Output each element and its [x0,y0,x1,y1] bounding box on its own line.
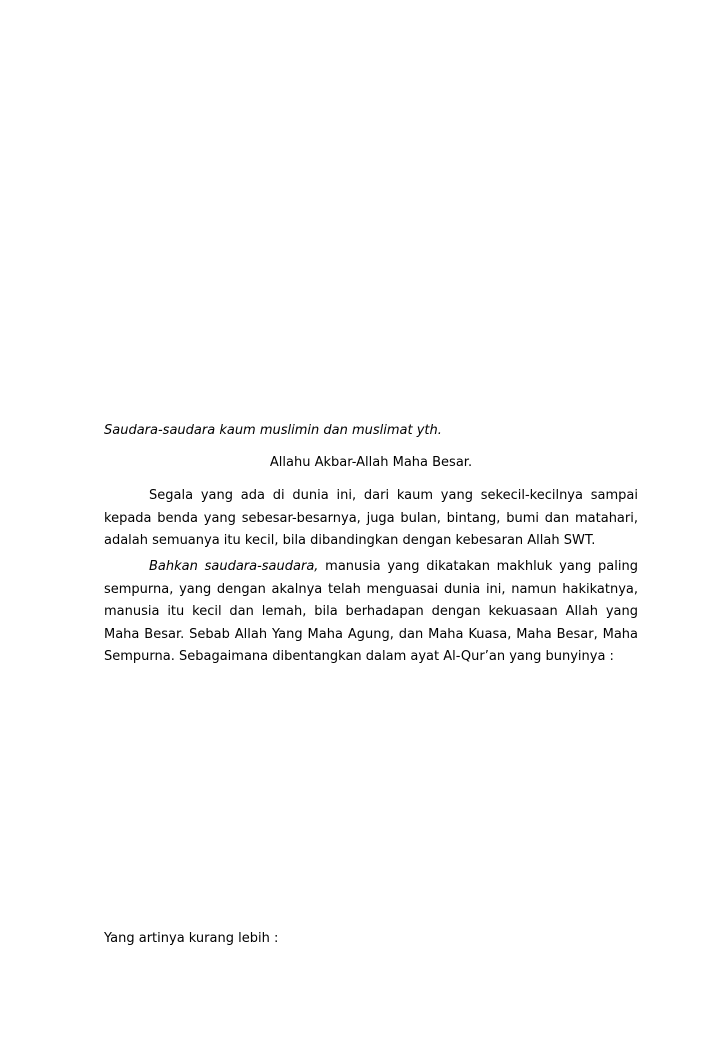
closing-line: Yang artinya kurang lebih : [104,931,279,946]
paragraph-1: Segala yang ada di dunia ini, dari kaum yang sekecil-kecilnya sampai kepada benda yang sebesar-besarnya, juga bulan, bintang, bumi dan matahari, adalah semuanya itu kecil, bila dibandingkan dengan kebesaran Allah SWT. [104,488,638,548]
paragraph-2-body: manusia yang dikatakan makhluk yang paling sempurna, yang dengan akalnya telah menguasai dunia ini, namun hakikatnya, manusia itu kecil dan lemah, bila berhadapan dengan kekuasaan Allah yang Maha Besar. Sebab Allah Yang Maha Agung, dan Maha Kuasa, Maha Besar, Maha Sempurna. Sebagaimana dibentangkan dalam ayat Al-Qur’an yang bunyinya : [104,559,638,664]
paragraph-2-italic-lead: Bahkan saudara-saudara, [149,559,319,574]
heading: Allahu Akbar-Allah Maha Besar. [269,455,473,470]
salutation: Saudara-saudara kaum muslimin dan muslimat yth. [104,423,442,438]
paragraph-2 [104,556,638,669]
